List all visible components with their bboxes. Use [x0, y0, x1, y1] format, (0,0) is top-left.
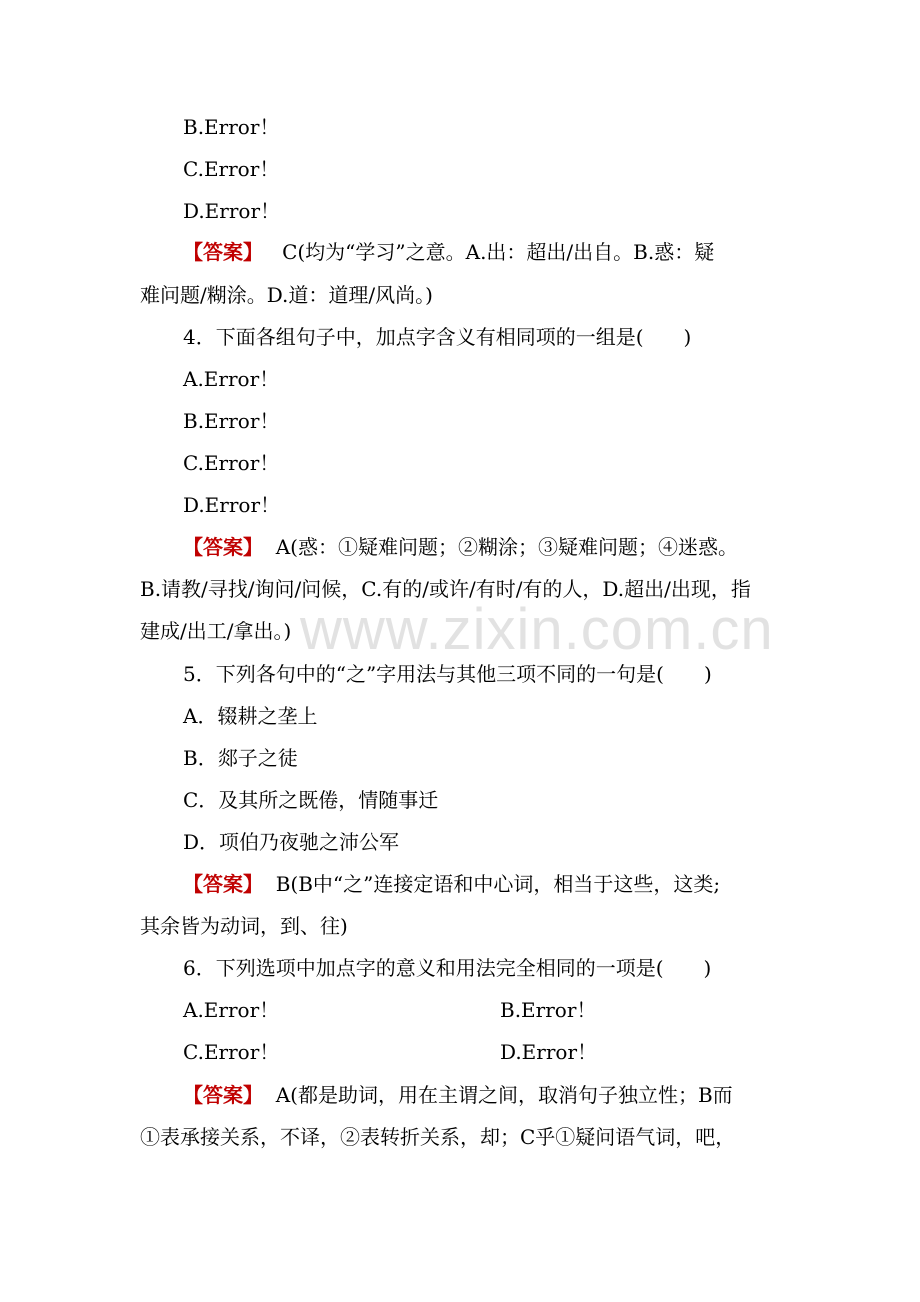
q5-option-a: A．辍耕之垄上: [183, 704, 318, 728]
q4-answer-line-3: 建成/出工/拿出。): [140, 619, 292, 643]
q3-answer-line-2: 难问题/糊涂。D.道：道理/风尚。): [140, 283, 433, 307]
answer-tag: 【答案】: [183, 872, 263, 896]
answer-tag: 【答案】: [183, 535, 263, 559]
answer-tag: 【答案】: [183, 240, 263, 264]
q6-answer-text: A(都是助词，用在主谓之间，取消句子独立性；B而: [275, 1083, 733, 1107]
q4-answer-line-2: B.请教/寻找/询问/问候，C.有的/或许/有时/有的人，D.超出/出现，指: [140, 577, 751, 601]
q5-option-b: B．郯子之徒: [183, 746, 298, 770]
q4-option-c: C.Error！: [183, 451, 280, 475]
q5-answer-line-1: [183, 870, 720, 898]
q6-answer-line-2: ①表承接关系，不译，②表转折关系，却；C乎①疑问语气词，吧，: [140, 1125, 736, 1149]
q3-option-b: B.Error！: [183, 115, 280, 139]
q6-option-c: C.Error！: [183, 1040, 280, 1064]
q4-option-d: D.Error！: [183, 493, 281, 517]
q5-answer-line-2: 其余皆为动词，到、往): [140, 914, 348, 938]
q3-answer-line-1: [183, 238, 714, 266]
q3-answer-text: C(均为“学习”之意。A.出：超出/出自。B.惑：疑: [282, 240, 715, 264]
answer-tag: 【答案】: [183, 1083, 263, 1107]
q6-option-a: A.Error！: [183, 998, 280, 1022]
q6-question: 6．下列选项中加点字的意义和用法完全相同的一项是( ): [183, 956, 712, 980]
q4-question: 4．下面各组句子中，加点字含义有相同项的一组是( ): [183, 325, 692, 349]
q4-option-b: B.Error！: [183, 409, 280, 433]
q6-option-b: B.Error！: [500, 998, 597, 1022]
q5-option-c: C．及其所之既倦，情随事迁: [183, 788, 439, 812]
watermark: www.zixin.com.cn: [300, 597, 774, 662]
q6-answer-line-1: [183, 1081, 733, 1109]
q4-answer-text: A(惑：①疑难问题；②糊涂；③疑难问题；④迷惑。: [275, 535, 738, 559]
q3-option-d: D.Error！: [183, 199, 281, 223]
q6-option-d: D.Error！: [500, 1040, 598, 1064]
q5-answer-text: B(B中“之”连接定语和中心词，相当于这些，这类;: [275, 872, 721, 896]
q5-option-d: D．项伯乃夜驰之沛公军: [183, 830, 400, 854]
q5-question: 5．下列各句中的“之”字用法与其他三项不同的一句是( ): [183, 662, 712, 686]
q4-option-a: A.Error！: [183, 367, 280, 391]
q4-answer-line-1: [183, 533, 738, 561]
q3-option-c: C.Error！: [183, 157, 280, 181]
